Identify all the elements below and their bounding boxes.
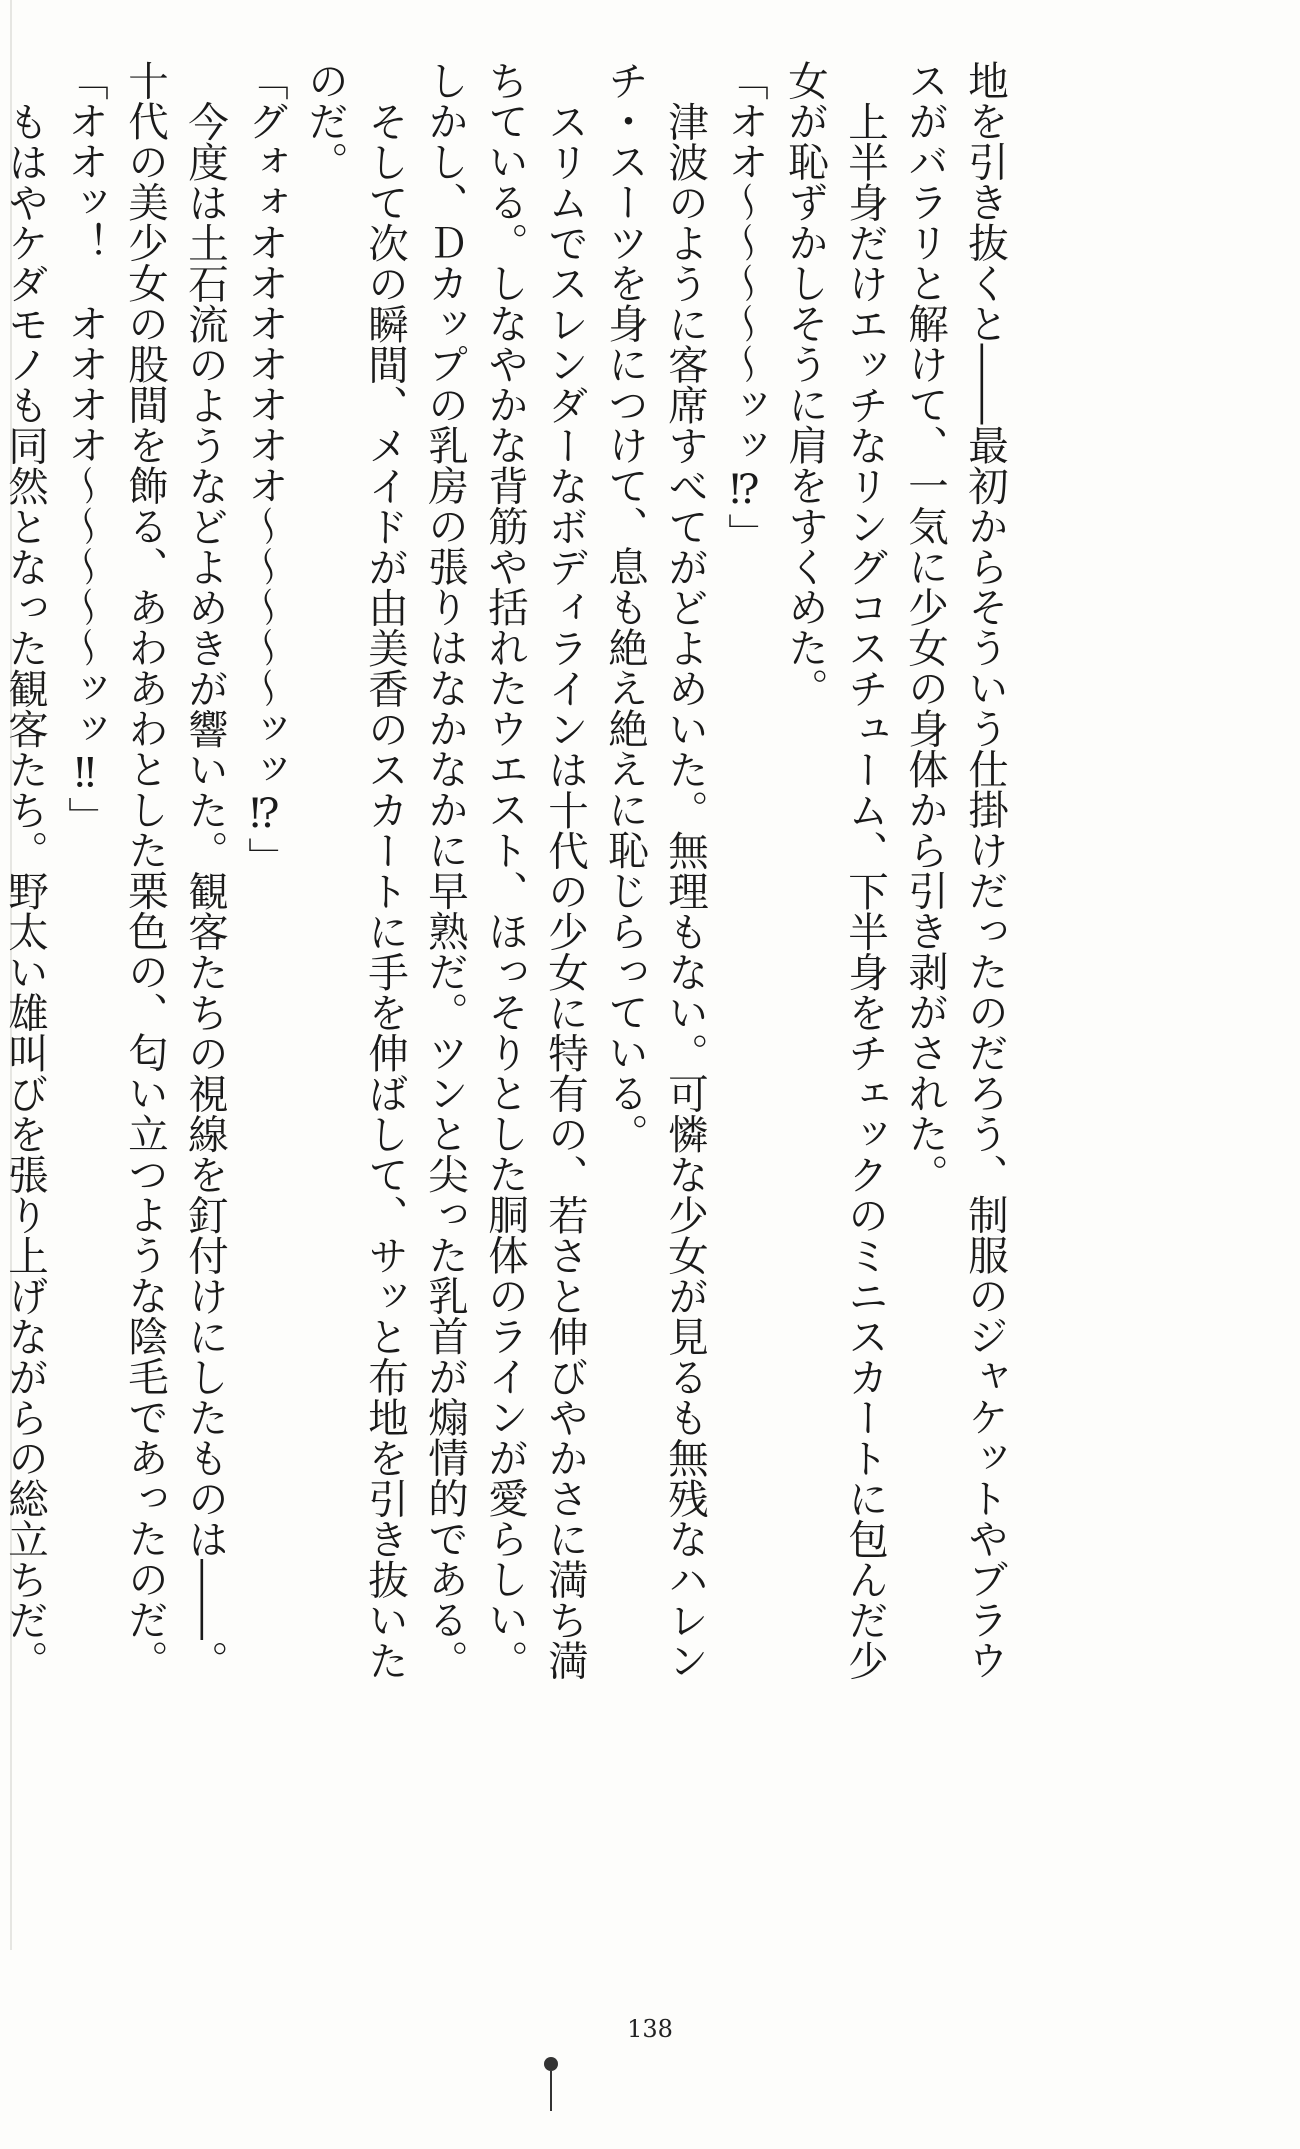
text-line: 津波のように客席すべてがどよめいた。無理もない。可憐な少女が見るも無残なハレン [661,100,709,1680]
text-line: チ・スーツを身につけて、息も絶え絶えに恥じらっている。 [601,60,649,1154]
dialogue-line: 「オオ～～～～～ッッ⁉」 [721,60,769,554]
text-line: ちている。しなやかな背筋や括れたウエスト、ほっそりとした胴体のラインが愛らしい。 [481,60,529,1680]
page-marker-stem [550,2071,552,2111]
dialogue-line: 「グォォオオオオオオオ～～～～～ッッ⁉」 [241,60,289,878]
text-line: 十代の美少女の股間を飾る、あわあわとした栗色の、匂い立つような陰毛であったのだ。 [121,60,169,1680]
text-line: 上半身だけエッチなリングコスチューム、下半身をチェックのミニスカートに包んだ少 [841,100,889,1680]
text-line: のだ。 [301,60,349,182]
vertical-text-body [0,60,1015,1820]
text-line: もはやケダモノも同然となった観客たち。野太い雄叫びを張り上げながらの総立ちだ。 [1,100,49,1680]
text-line: 今度は土石流のようなどよめきが響いた。観客たちの視線を釘付けにしたものは――。 [181,100,229,1680]
text-line: 女が恥ずかしそうに肩をすくめた。 [781,60,829,708]
text-line: スリムでスレンダーなボディラインは十代の少女に特有の、若さと伸びやかさに満ち満 [541,100,589,1680]
page-marker-dot-icon [544,2057,558,2071]
text-line: スがバラリと解けて、一気に少女の身体から引き剥がされた。 [901,60,949,1194]
text-line: しかし、Ｄカップの乳房の張りはなかなかに早熟だ。ツンと尖った乳首が煽情的である。 [421,60,469,1680]
text-line: 地を引き抜くと――最初からそういう仕掛けだったのだろう、制服のジャケットやブラウ [961,60,1009,1680]
page-number: 138 [627,2015,673,2043]
text-line: そして次の瞬間、メイドが由美香のスカートに手を伸ばして、サッと布地を引き抜いた [361,100,409,1680]
dialogue-line: 「オオッ！ オオオオ～～～～～ッッ‼」 [61,60,109,837]
